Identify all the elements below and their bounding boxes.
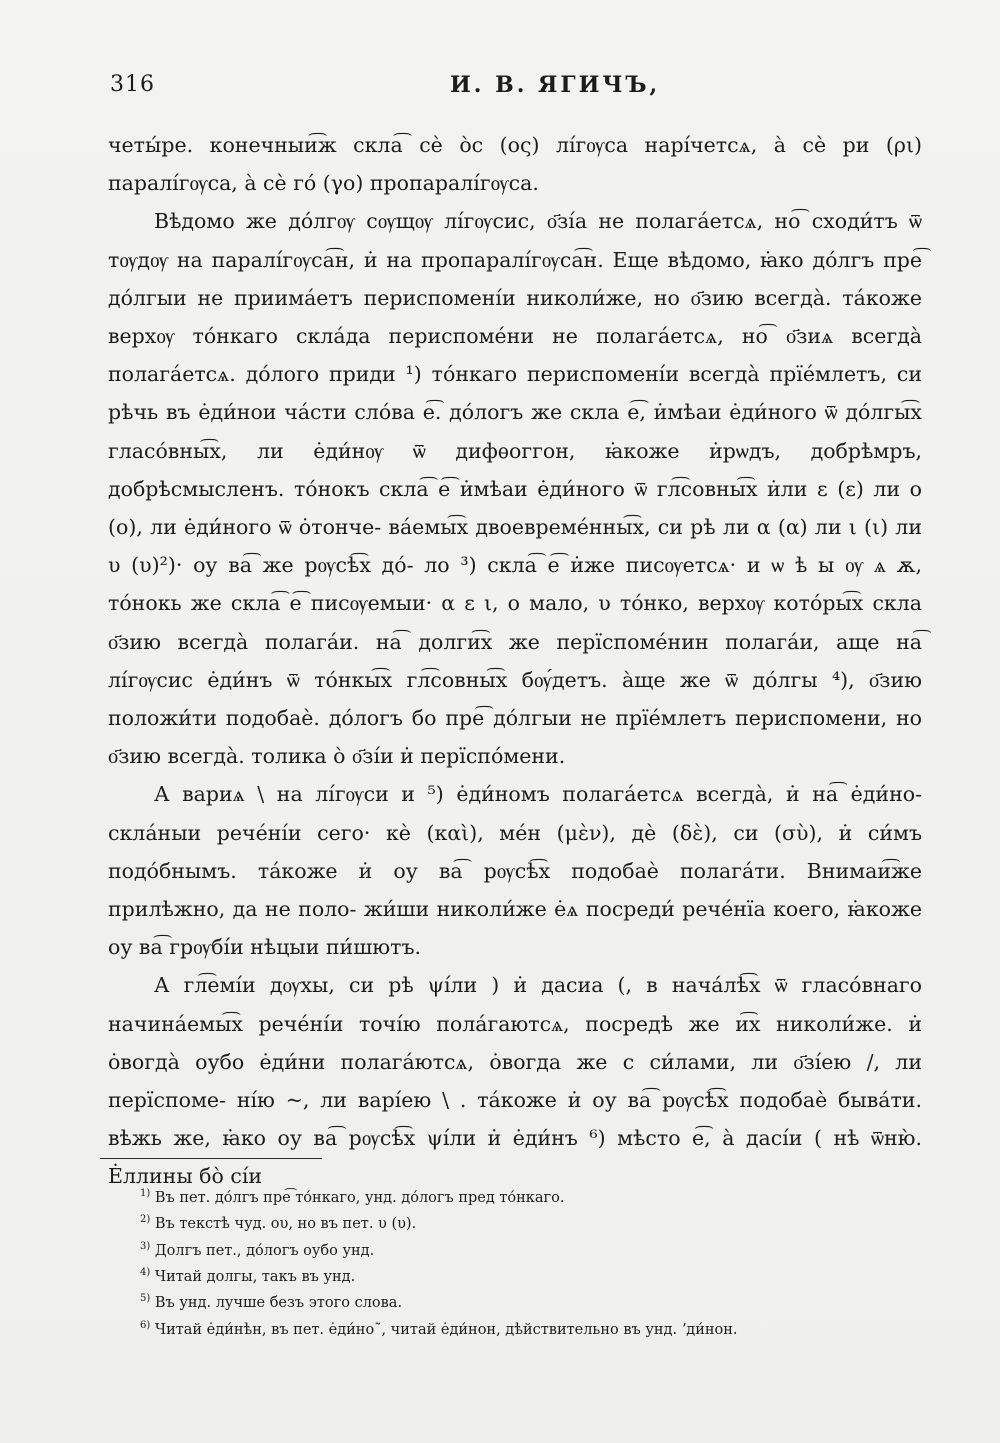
main-text <box>108 126 922 1196</box>
footnote-text: Читай е̇ди́нѣн, въ пет. е̇ди́но˜, читай е̇ди́нон, дѣйствительно въ унд. ʼди́нон. <box>154 1321 738 1338</box>
footnote-mark: 4) <box>140 1266 151 1278</box>
paragraph: четы́ре. конечныи͡ж скла͡ сѐ о̀с (ος) лíгѹса нарíчетсѧ, а̀ сѐ ри (ρι) паралíгѹса, а̀ сѐ го́ (γο) пропаралíгѹса. <box>108 133 922 196</box>
footnote <box>140 1236 920 1262</box>
paragraph: Вѣдомо же до́лгѹ сѹщѹ лíгѹсис, о҃зíа не полагáетсѧ, но͡ сходи́тъ ѿ тѹдѹ на паралíгѹса͡н, и̇ на пропаралíгѹса͡н. Еще вѣдомо, ꙗ̇ко до́лгъ пре͡ до́лгыи не приимáетъ периспоменíи николи́же, но о҃зию всегдà. тáкоже верхѹ то́нкаго склáда периспомéни не полагáетсѧ, но͡ о҃зиѧ всегдà полагáетсѧ. до́лого приди ¹) то́нкаго периспоменíи всегдà прїéмлетъ, си рѣчь въ е̇ди́нои чáсти сло́ва е͡. до́логъ же скла е͡, и̇мѣаи е̇ди́ного ѿ до́лгы͡х гласо́вны͡х, ли е̇ди́нѹ ѿ дифѳоггон, ꙗ̇коже и̇рѡдъ, добрѣмръ, добрѣсмысленъ. то́нокъ скла͡ е͡ и̇мѣаи е̇ди́ного ѿ гл͡совны͡х и̇ли ε (ε) ли ο (ο), ли е̇ди́ного ѿ о̇тонче- вáемы͡х двоевремéнны͡х, си рѣ ли α (α) ли ι (ι) ли υ (υ)²)· оу ва͡ же рѹсѣ͡х до́- ло ³) скла͡ е͡ и̇же писѹетсѧ· и ѡ ѣ ы ѹ ѧ ѫ, то́нокь же скла͡ е͡ писѹемыи· α ε ι, ο мало, υ то́нко, верхѹ кото́ры͡х скла о҃зию всегдà полагáи. на͡ долги͡х же перïспомéнин полагáи, аще на͡ лíгѹсис е̇ди́нъ ѿ то́нкы͡х гл͡совны͡х бѹ́детъ. а̀ще же ѿ до́лгы ⁴), о҃зию положи́ти подобаѐ. до́логъ бо пре͡ до́лгыи не прїéмлетъ периспомени, но о҃зию всегдà. толика о̀ о҃зíи и̇ перïспо́мени. <box>108 209 922 769</box>
page-header <box>110 72 925 104</box>
footnote-mark: 1) <box>140 1188 151 1199</box>
footnote-text: Въ текстѣ чуд. ου, но въ пет. υ (υ). <box>154 1216 417 1233</box>
footnote <box>140 1262 920 1288</box>
footnote-text: Въ пет. до́лгъ пре͡ то́нкаго, унд. до́логъ пред то́нкаго. <box>154 1189 565 1206</box>
footnote-text: Читай долгы, такъ въ унд. <box>154 1268 356 1285</box>
footnote <box>140 1209 920 1235</box>
running-title: И. В. ЯГИЧЪ, <box>450 72 661 98</box>
paragraph: А гл͡емíи дѹхы, си рѣ ψíли ) и̇ дасиа (, в нача́лѣ͡х ѿ гласо́внаго начинáемы͡х речéнíи точíю полáгаютсѧ, посредѣ же и͡х николи́же. и̇ о̇вогдà оубо е̇ди́ни полагáютсѧ, о̇вогда же с си́лами, ли о҃зíею /, ли перïспоме- нíю ~, ли варíею \ . тáкоже и̇ оу ва͡ рѹсѣ͡х подобаѐ быва́ти. вѣжь же, ꙗ̇ко оу ва͡ рѹсѣ͡х ψíли и̇ е̇ди́нъ ⁶) мѣсто е͡, а̀ дасíи ( нѣ ѿню̀. Е̇ллины бо̀ сíи <box>108 973 922 1189</box>
footnote-mark: 3) <box>140 1240 151 1252</box>
paragraph: А вариѧ \ на лíгѹси и ⁵) е̇ди́номъ полагáетсѧ всегдà, и̇ на͡ е̇ди́но- склáныи речéнíи сего· кѐ (καὶ), мéн (μὲν), дѐ (δὲ), си (σὺ), и̇ си́мъ подо́бнымъ. тáкоже и̇ оу ва͡ рѹсѣ͡х подобаѐ полагáти. Внимаи͡же прилѣжно, да не поло- жи́ши николи́же е̇ѧ посреди́ речéнïа коего, ꙗ̇коже оу ва͡ грѹбíи нѣцыи пи́шютъ. <box>108 782 922 960</box>
footnote-text: Долгъ пет., до́логъ оубо унд. <box>154 1242 375 1259</box>
page-number: 316 <box>110 72 155 97</box>
footnote <box>140 1288 920 1314</box>
footnote-separator <box>100 1158 322 1159</box>
footnotes <box>140 1183 920 1341</box>
footnote-mark: 2) <box>140 1214 151 1226</box>
footnote-mark: 6) <box>140 1319 151 1331</box>
footnote-text: Въ унд. лучше безъ этого слова. <box>154 1295 403 1312</box>
footnote-mark: 5) <box>140 1293 151 1305</box>
footnote <box>140 1315 920 1341</box>
footnote <box>140 1183 920 1209</box>
